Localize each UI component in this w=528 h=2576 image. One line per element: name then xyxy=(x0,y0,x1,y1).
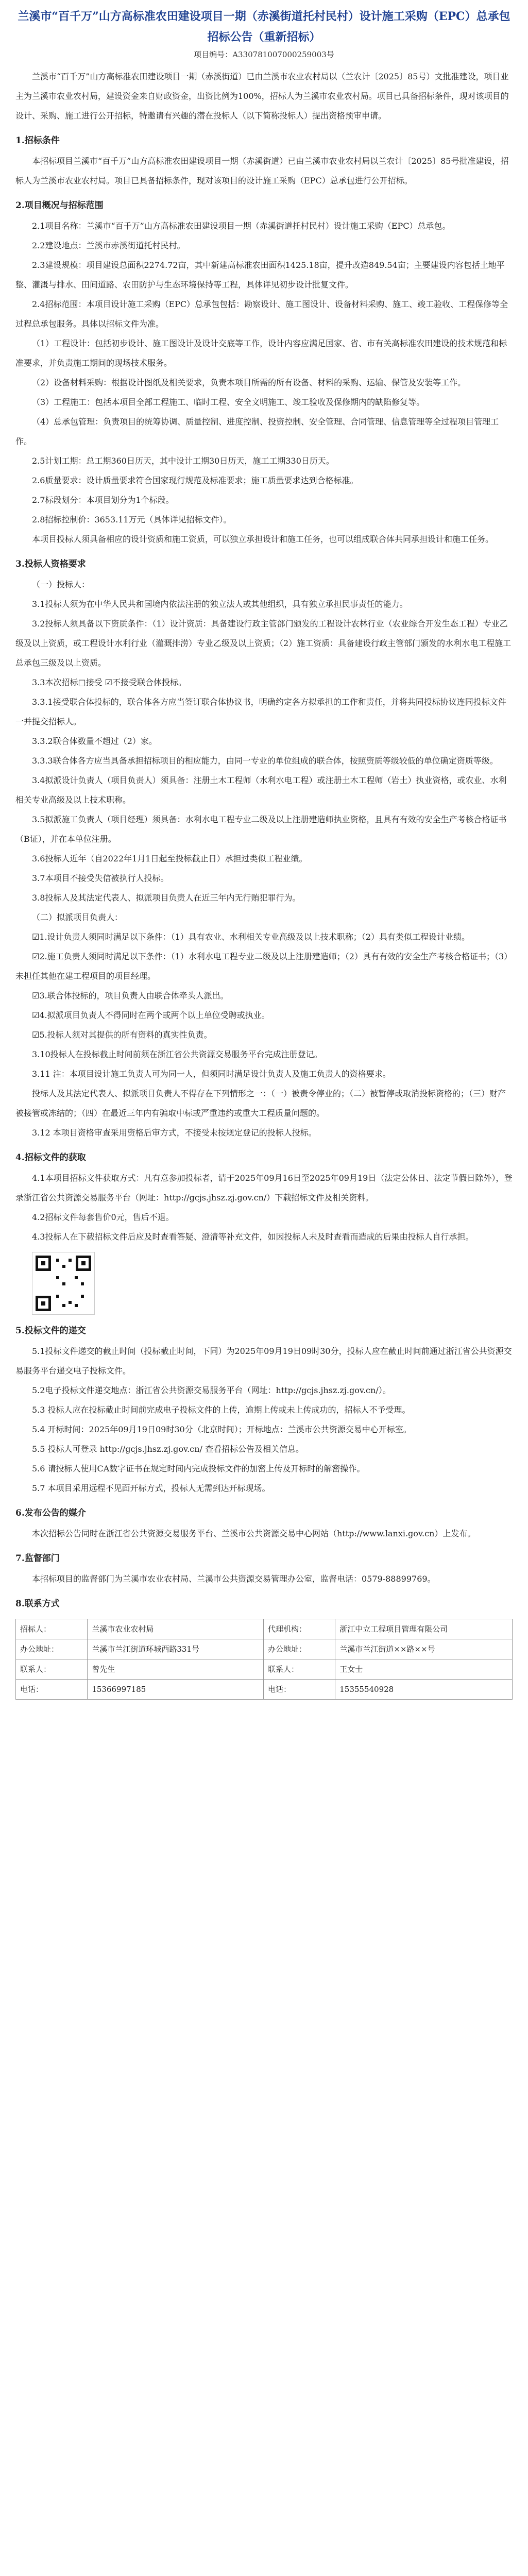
qualification-item: 3.6投标人近年（自2022年1月1日起至投标截止日）承担过类似工程业绩。 xyxy=(32,854,308,863)
section-2-para: （4）总承包管理：负责项目的统筹协调、质量控制、进度控制、投资控制、安全管理、合同管理、信息管理等全过程项目管理工作。 xyxy=(15,417,499,446)
qualification-item: 3.4拟派设计负责人（项目负责人）须具备：注册土木工程师（水利水电工程）或注册土木工程师（岩土）执业资格，或农业、水利相关专业高级及以上技术职称。 xyxy=(15,775,507,805)
section-2-item: 2.6质量要求：设计质量要求符合国家现行规范及标准要求；施工质量要求达到合格标准。 xyxy=(32,476,359,485)
subheading-bidder: （一）投标人： xyxy=(32,580,90,589)
section-2-item: 2.7标段划分：本项目划分为1个标段。 xyxy=(32,495,174,505)
qualification-tail: 3.11 注：本项目设计施工负责人可为同一人，但须同时满足设计负责人及施工负责人的资格要求。 xyxy=(32,1069,391,1079)
table-row xyxy=(16,1639,513,1659)
qualification-item: 3.2投标人须具备以下资质条件：（1）设计资质：具备建设行政主管部门颁发的工程设计农林行业（农业综合开发生态工程）专业乙级及以上资质，或工程设计水利行业（灌溉排涝）专业乙级及以上资质；（2）施工资质：具备建设行政主管部门颁发的水利水电工程施工总承包三级及以上资质。 xyxy=(15,619,512,668)
qualification-item: 3.8投标人及其法定代表人、拟派项目负责人在近三年内无行贿犯罪行为。 xyxy=(32,893,301,903)
section-6-heading: 6.发布公告的媒介 xyxy=(15,1508,86,1518)
section-3-heading: 3.投标人资格要求 xyxy=(15,559,86,569)
section-5-heading: 5.投标文件的递交 xyxy=(15,1326,86,1336)
document-acquisition-item: 4.1本项目招标文件获取方式：凡有意参加投标者，请于2025年09月16日至2025年09月19日（法定公休日、法定节假日除外），登录浙江省公共资源交易服务平台（网址：http://gcjs.jhsz.zj.gov.cn/）下载招标文件及相关资料。 xyxy=(15,1173,513,1202)
qualification-item: 3.3本次招标□接受 ☑不接受联合体投标。 xyxy=(32,677,186,687)
section-6-text: 本次招标公告同时在浙江省公共资源交易服务平台、兰溪市公共资源交易中心网站（http://www.lanxi.gov.cn）上发布。 xyxy=(32,1529,476,1538)
table-row xyxy=(16,1680,513,1700)
contact-value: 王女士 xyxy=(335,1659,513,1680)
section-4-heading: 4.招标文件的获取 xyxy=(15,1153,86,1163)
manager-requirement: ☑4.拟派项目负责人不得同时在两个或两个以上单位受聘或执业。 xyxy=(32,1010,270,1020)
contact-label: 办公地址： xyxy=(16,1639,88,1659)
section-2-para: （3）工程施工：包括本项目全部工程施工、临时工程、安全文明施工、竣工验收及保修期内的缺陷修复等。 xyxy=(32,397,425,407)
submission-item: 5.5 投标人可登录 http://gcjs.jhsz.zj.gov.cn/ 查看招标公告及相关信息。 xyxy=(32,1444,304,1454)
submission-item: 5.1投标文件递交的截止时间（投标截止时间，下同）为2025年09月19日09时30分，投标人应在截止时间前通过浙江省公共资源交易服务平台递交电子投标文件。 xyxy=(15,1346,512,1376)
contact-value: 15366997185 xyxy=(88,1680,264,1700)
section-1-heading: 1.招标条件 xyxy=(15,135,60,146)
contact-value: 兰溪市农业农村局 xyxy=(88,1619,264,1639)
qr-code xyxy=(32,1252,95,1315)
submission-item: 5.3 投标人应在投标截止时间前完成电子投标文件的上传，逾期上传或未上传成功的，招标人不予受理。 xyxy=(32,1405,411,1415)
section-2-heading: 2.项目概况与招标范围 xyxy=(15,200,104,211)
contact-value: 兰溪市兰江街道××路××号 xyxy=(335,1639,513,1659)
project-number: 项目编号：A330781007000259003号 xyxy=(194,50,334,59)
budget-line: 2.8招标控制价：3653.11万元（具体详见招标文件）。 xyxy=(32,515,232,524)
section-2-item: 2.3建设规模：项目建设总面积2274.72亩，其中新建高标准农田面积1425.18亩，提升改造849.54亩；主要建设内容包括土地平整、灌溉与排水、田间道路、农田防护与生态环境保持等工程，具体详见初步设计批复文件。 xyxy=(15,260,505,290)
contact-value: 浙江中立工程项目管理有限公司 xyxy=(335,1619,513,1639)
qualification-item: 3.3.3联合体各方应当具备承担招标项目的相应能力，由同一专业的单位组成的联合体，按照资质等级较低的单位确定资质等级。 xyxy=(32,756,498,766)
intro-paragraph: 兰溪市“百千万”山方高标准农田建设项目一期（赤溪街道）已由兰溪市农业农村局以（兰农计〔2025〕85号）文批准建设，项目业主为兰溪市农业农村局，建设资金来自财政资金，出资比例为100%，招标人为兰溪市农业农村局。项目已具备招标条件，现对该项目的设计、采购、施工进行公开招标，特邀请有兴趣的潜在投标人（以下简称投标人）提出资格预审申请。 xyxy=(15,72,509,121)
qualification-tail: 3.10投标人在投标截止时间前须在浙江省公共资源交易服务平台完成注册登记。 xyxy=(32,1049,322,1059)
section-8-heading: 8.联系方式 xyxy=(15,1599,60,1609)
document-acquisition-item: 4.3投标人在下载招标文件后应及时查看答疑、澄清等补充文件，如因投标人未及时查看而造成的后果由投标人自行承担。 xyxy=(32,1232,474,1242)
submission-item: 5.6 请投标人使用CA数字证书在规定时间内完成投标文件的加密上传及开标时的解密操作。 xyxy=(32,1464,365,1473)
section-1-text: 本招标项目兰溪市“百千万”山方高标准农田建设项目一期（赤溪街道）已由兰溪市农业农村局以兰农计〔2025〕85号批准建设，招标人为兰溪市农业农村局。项目已具备招标条件，现对该项目的设计施工采购（EPC）总承包进行公开招标。 xyxy=(15,156,509,185)
announcement-page xyxy=(15,0,513,1700)
table-row xyxy=(16,1659,513,1680)
section-7-text: 本招标项目的监督部门为兰溪市农业农村局、兰溪市公共资源交易管理办公室，监督电话：0579-88899769。 xyxy=(32,1574,436,1584)
section-2-item: 2.4招标范围：本项目设计施工采购（EPC）总承包包括：勘察设计、施工图设计、设备材料采购、施工、竣工验收、工程保修等全过程总承包服务。具体以招标文件为准。 xyxy=(15,299,508,329)
section-2-item: 2.2建设地点：兰溪市赤溪街道托村民村。 xyxy=(32,241,185,250)
contact-label: 电话： xyxy=(263,1680,335,1700)
subheading-manager: （二）拟派项目负责人： xyxy=(32,912,123,922)
qualification-tail: 3.12 本项目资格审查采用资格后审方式，不接受未按规定登记的投标人投标。 xyxy=(32,1128,317,1138)
contact-label: 电话： xyxy=(16,1680,88,1700)
manager-requirement: ☑5.投标人须对其提供的所有资料的真实性负责。 xyxy=(32,1030,212,1040)
qualification-item: 3.1投标人须为在中华人民共和国境内依法注册的独立法人或其他组织，具有独立承担民事责任的能力。 xyxy=(32,599,408,609)
manager-requirement: ☑2.施工负责人须同时满足以下条件：（1）水利水电工程专业二级及以上注册建造师；（2）具有有效的安全生产考核合格证书；（3）未担任其他在建工程项目的项目经理。 xyxy=(15,952,513,981)
section-2-para: （1）工程设计：包括初步设计、施工图设计及设计交底等工作，设计内容应满足国家、省、市有关高标准农田建设的技术规范和标准要求，并负责施工期间的现场技术服务。 xyxy=(15,338,507,368)
manager-requirement: ☑1.设计负责人须同时满足以下条件：（1）具有农业、水利相关专业高级及以上技术职称；（2）具有类似工程设计业绩。 xyxy=(32,932,470,942)
submission-item: 5.4 开标时间：2025年09月19日09时30分（北京时间）；开标地点：兰溪市公共资源交易中心开标室。 xyxy=(32,1425,412,1434)
contact-label: 招标人： xyxy=(16,1619,88,1639)
contact-value: 曾先生 xyxy=(88,1659,264,1680)
qualification-item: 3.7本项目不接受失信被执行人投标。 xyxy=(32,873,169,883)
document-acquisition-item: 4.2招标文件每套售价0元，售后不退。 xyxy=(32,1212,174,1222)
qualification-item: 3.3.2联合体数量不超过（2）家。 xyxy=(32,736,157,746)
section-2-item: 2.5计划工期：总工期360日历天，其中设计工期30日历天，施工工期330日历天。 xyxy=(32,456,334,466)
contact-label: 办公地址： xyxy=(263,1639,335,1659)
contact-value: 15355540928 xyxy=(335,1680,513,1700)
contact-label: 联系人： xyxy=(16,1659,88,1680)
section-7-heading: 7.监督部门 xyxy=(15,1553,60,1564)
contact-label: 联系人： xyxy=(263,1659,335,1680)
qualification-tail: 投标人及其法定代表人、拟派项目负责人不得存在下列情形之一：（一）被责令停业的；（二）被暂停或取消投标资格的；（三）财产被接管或冻结的；（四）在最近三年内有骗取中标或严重违约或重大工程质量问题的。 xyxy=(15,1089,506,1118)
section-2-item: 2.1项目名称：兰溪市“百千万”山方高标准农田建设项目一期（赤溪街道托村民村）设计施工采购（EPC）总承包。 xyxy=(32,221,451,231)
contact-label: 代理机构： xyxy=(263,1619,335,1639)
qualification-item: 3.5拟派施工负责人（项目经理）须具备：水利水电工程专业二级及以上注册建造师执业资格，且具有有效的安全生产考核合格证书（B证），并在本单位注册。 xyxy=(15,815,507,844)
table-row xyxy=(16,1619,513,1639)
submission-item: 5.7 本项目采用远程不见面开标方式，投标人无需到达开标现场。 xyxy=(32,1483,270,1493)
section-2-para: （2）设备材料采购：根据设计图纸及相关要求，负责本项目所需的所有设备、材料的采购、运输、保管及安装等工作。 xyxy=(32,378,466,387)
submission-item: 5.2电子投标文件递交地点：浙江省公共资源交易服务平台（网址：http://gcjs.jhsz.zj.gov.cn/）。 xyxy=(32,1385,391,1395)
contact-value: 兰溪市兰江街道环城西路331号 xyxy=(88,1639,264,1659)
page-title: 兰溪市“百千万”山方高标准农田建设项目一期（赤溪街道托村民村）设计施工采购（EPC）总承包招标公告（重新招标） xyxy=(18,10,510,44)
section-2-note: 本项目投标人须具备相应的设计资质和施工资质，可以独立承担设计和施工任务，也可以组成联合体共同承担设计和施工任务。 xyxy=(32,534,494,544)
qualification-item: 3.3.1接受联合体投标的，联合体各方应当签订联合体协议书，明确约定各方拟承担的工作和责任，并将共同投标协议连同投标文件一并提交招标人。 xyxy=(15,697,506,726)
contact-table xyxy=(15,1619,513,1700)
manager-requirement: ☑3.联合体投标的，项目负责人由联合体牵头人派出。 xyxy=(32,991,229,1001)
